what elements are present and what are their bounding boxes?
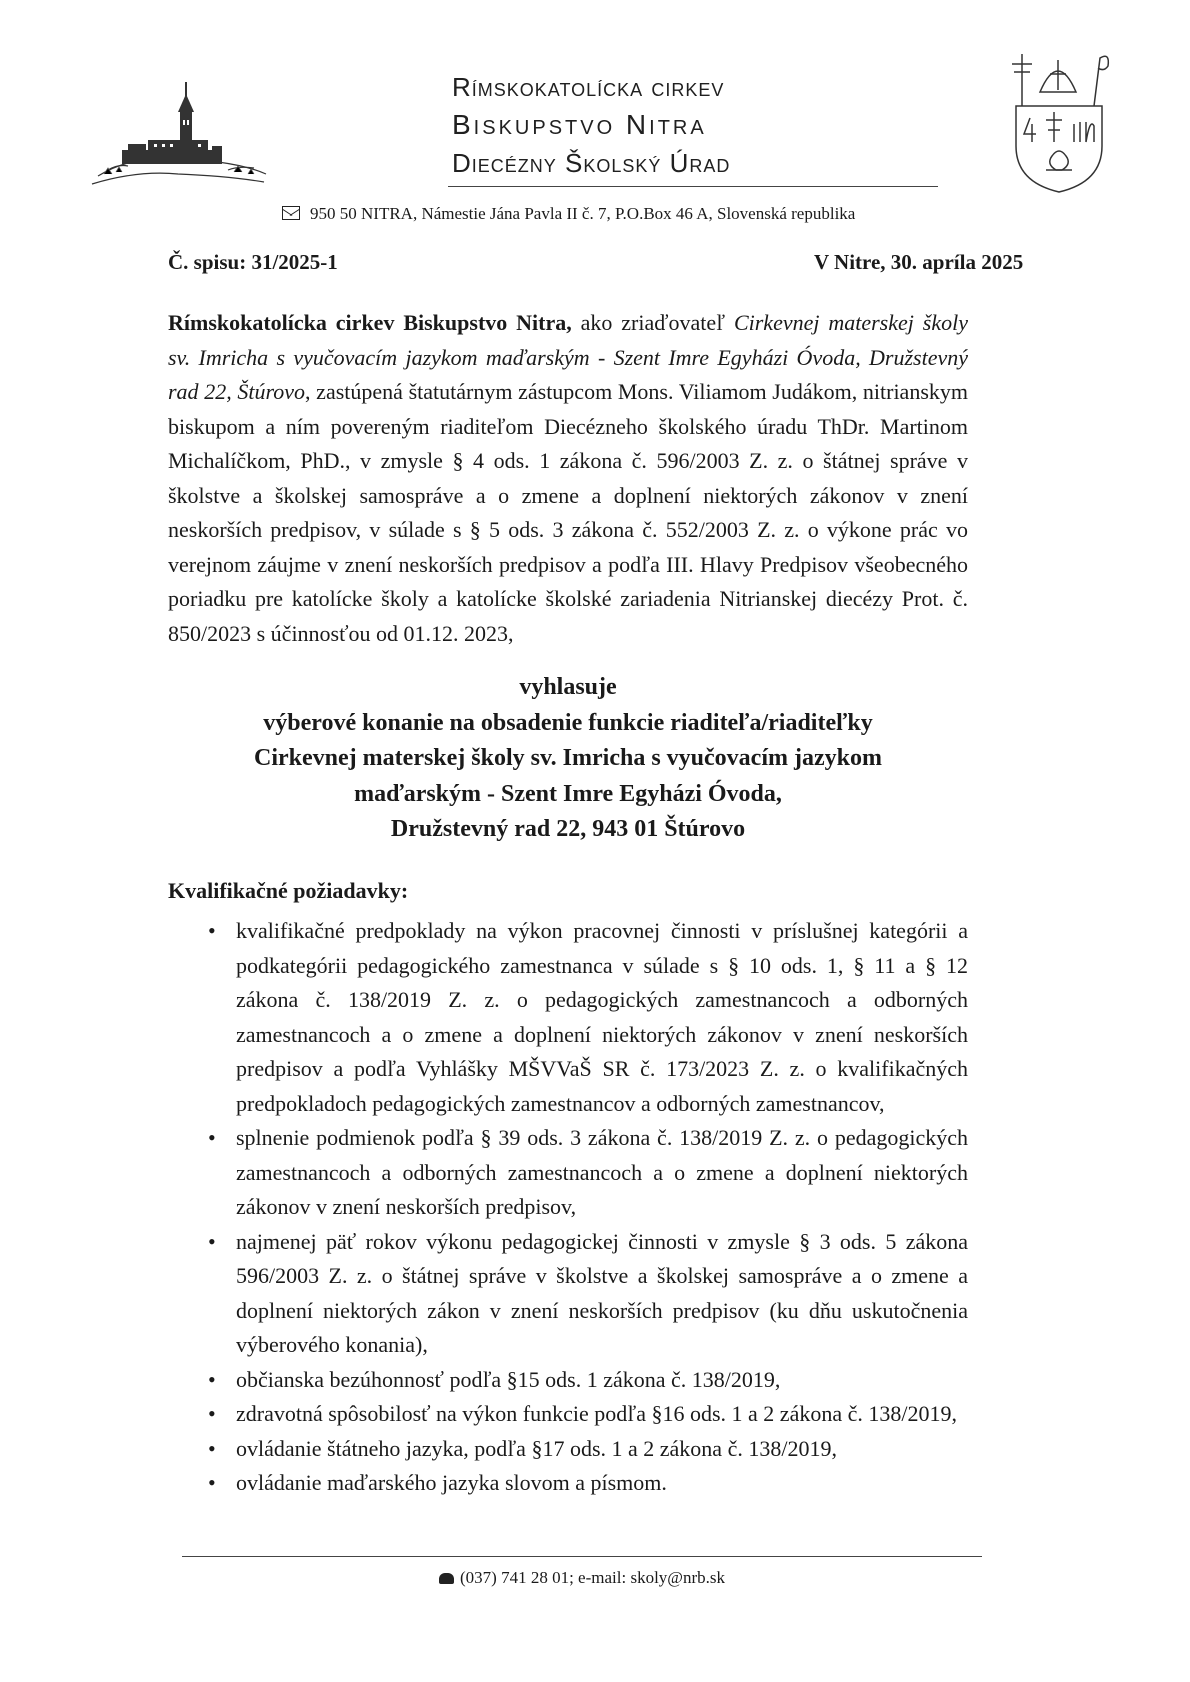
requirements-heading: Kvalifikačné požiadavky: bbox=[168, 878, 409, 903]
list-item-text: kvalifikačné predpoklady na výkon pracovnej činnosti v príslušnej kategórii a podkategórii pedagogického zamestnanca v súlade s § 10 ods. 1, § 11 a § 12 zákona č. 138/2019 Z. z. o pedagogických zamestnancoch a odborných zamestnancoch a o zmene a doplnení niektorých zákonov v znení neskorších predpisov a podľa Vyhlášky MŠVVaŠ SR č. 173/2023 Z. z. o kvalifikačných predpokladoch pedagogických zamestnancov a odborných zamestnancov, bbox=[236, 918, 968, 1116]
list-item-text: zdravotná spôsobilosť na výkon funkcie podľa §16 ods. 1 a 2 zákona č. 138/2019, bbox=[236, 1401, 957, 1426]
list-item-text: splnenie podmienok podľa § 39 ods. 3 zákona č. 138/2019 Z. z. o pedagogických zamestnancoch a odborných zamestnancoch a o zmene a doplnení niektorých zákonov v znení neskorších predpisov, bbox=[236, 1125, 968, 1219]
intro-text-1: ako zriaďovateľ bbox=[571, 310, 734, 335]
contact-text: (037) 741 28 01; e-mail: skoly@nrb.sk bbox=[460, 1568, 725, 1587]
bullet: • bbox=[208, 1401, 216, 1426]
bullet: • bbox=[208, 1228, 216, 1254]
list-item-text: najmenej päť rokov výkonu pedagogickej činnosti v zmysle § 3 ods. 5 zákona 596/2003 Z. z. o štátnej správe v školstve a školskej samospráve a o zmene a doplnení niektorých zákon v znení neskorších predpisov (ku dňu uskutočnenia výberového konania), bbox=[236, 1228, 968, 1357]
intro-text-2: , zastúpená štatutárnym zástupcom Mons. Viliamom Judákom, nitrianskym biskupom a ním povereným riaditeľom Diecézneho školského úradu ThDr. Martinom Michalíčkom, PhD., v zmysle § 4 ods. 1 zákona č. 596/2003 Z. z. o štátnej správe v školstve a školskej samospráve a o zmene a doplnení niektorých zákonov v znení neskorších predpisov, v súlade s § 5 ods. 3 zákona č. 552/2003 Z. z. o výkone prác vo verejnom záujme v znení neskorších predpisov a podľa III. Hlavy Predpisov všeobecného poriadku pre katolícke školy a katolícke školské zariadenia Nitrianskej diecézy Prot. č. 850/2023 s účinnosťou od 01.12. 2023, bbox=[168, 379, 968, 646]
coat-of-arms-icon bbox=[1000, 46, 1118, 196]
announcement bbox=[168, 670, 968, 848]
announcement-line-5: Družstevný rad 22, 943 01 Štúrovo bbox=[390, 816, 746, 842]
list-item bbox=[168, 1225, 968, 1363]
list-item-text: ovládanie maďarského jazyka slovom a písmom. bbox=[236, 1470, 667, 1495]
footer-contact bbox=[182, 1568, 982, 1588]
list-item bbox=[168, 1397, 968, 1432]
address-line bbox=[282, 204, 855, 224]
list-item bbox=[168, 1363, 968, 1398]
org-line-church: Rímskokatolícka cirkev bbox=[452, 72, 725, 102]
school-name: Cirkevnej materskej školy sv. Imricha s vyučovacím jazykom maďarským - Szent Imre Egyházi Óvoda, Družstevný rad 22, Štúrovo bbox=[168, 310, 968, 404]
requirements-list bbox=[168, 914, 968, 1501]
list-item bbox=[168, 1121, 968, 1225]
envelope-icon bbox=[282, 206, 300, 220]
bullet: • bbox=[208, 1435, 216, 1461]
castle-logo-icon bbox=[88, 78, 268, 198]
footer-divider bbox=[182, 1556, 982, 1557]
founder-name: Rímskokatolícka cirkev Biskupstvo Nitra, bbox=[168, 310, 572, 335]
list-item bbox=[168, 1432, 968, 1467]
address-text: 950 50 NITRA, Námestie Jána Pavla II č. 7, P.O.Box 46 A, Slovenská republika bbox=[310, 204, 856, 223]
announcement-line-3: Cirkevnej materskej školy sv. Imricha s vyučovacím jazykom bbox=[254, 745, 882, 771]
list-item-text: občianska bezúhonnosť podľa §15 ods. 1 zákona č. 138/2019, bbox=[236, 1366, 781, 1392]
organization-title bbox=[452, 68, 912, 182]
announcement-line-2: výberové konanie na obsadenie funkcie riaditeľa/riaditeľky bbox=[263, 709, 873, 736]
place-and-date: V Nitre, 30. apríla 2025 bbox=[814, 250, 1024, 274]
phone-icon bbox=[439, 1573, 454, 1584]
announcement-line-4: maďarským - Szent Imre Egyházi Óvoda, bbox=[354, 780, 782, 807]
list-item bbox=[168, 1466, 968, 1501]
intro-paragraph bbox=[168, 306, 968, 651]
list-item-text: ovládanie štátneho jazyka, podľa §17 ods. 1 a 2 zákona č. 138/2019, bbox=[236, 1435, 837, 1461]
file-number: Č. spisu: 31/2025-1 bbox=[168, 250, 338, 274]
header-divider bbox=[448, 186, 938, 187]
bullet: • bbox=[208, 1470, 216, 1495]
list-item bbox=[168, 914, 968, 1121]
org-line-school-office: Diecézny Školský Úrad bbox=[452, 148, 731, 178]
announcement-line-1: vyhlasuje bbox=[519, 674, 617, 700]
org-line-diocese: Biskupstvo Nitra bbox=[452, 109, 707, 140]
bullet: • bbox=[208, 918, 216, 943]
bullet: • bbox=[208, 1366, 216, 1392]
bullet: • bbox=[208, 1125, 216, 1150]
